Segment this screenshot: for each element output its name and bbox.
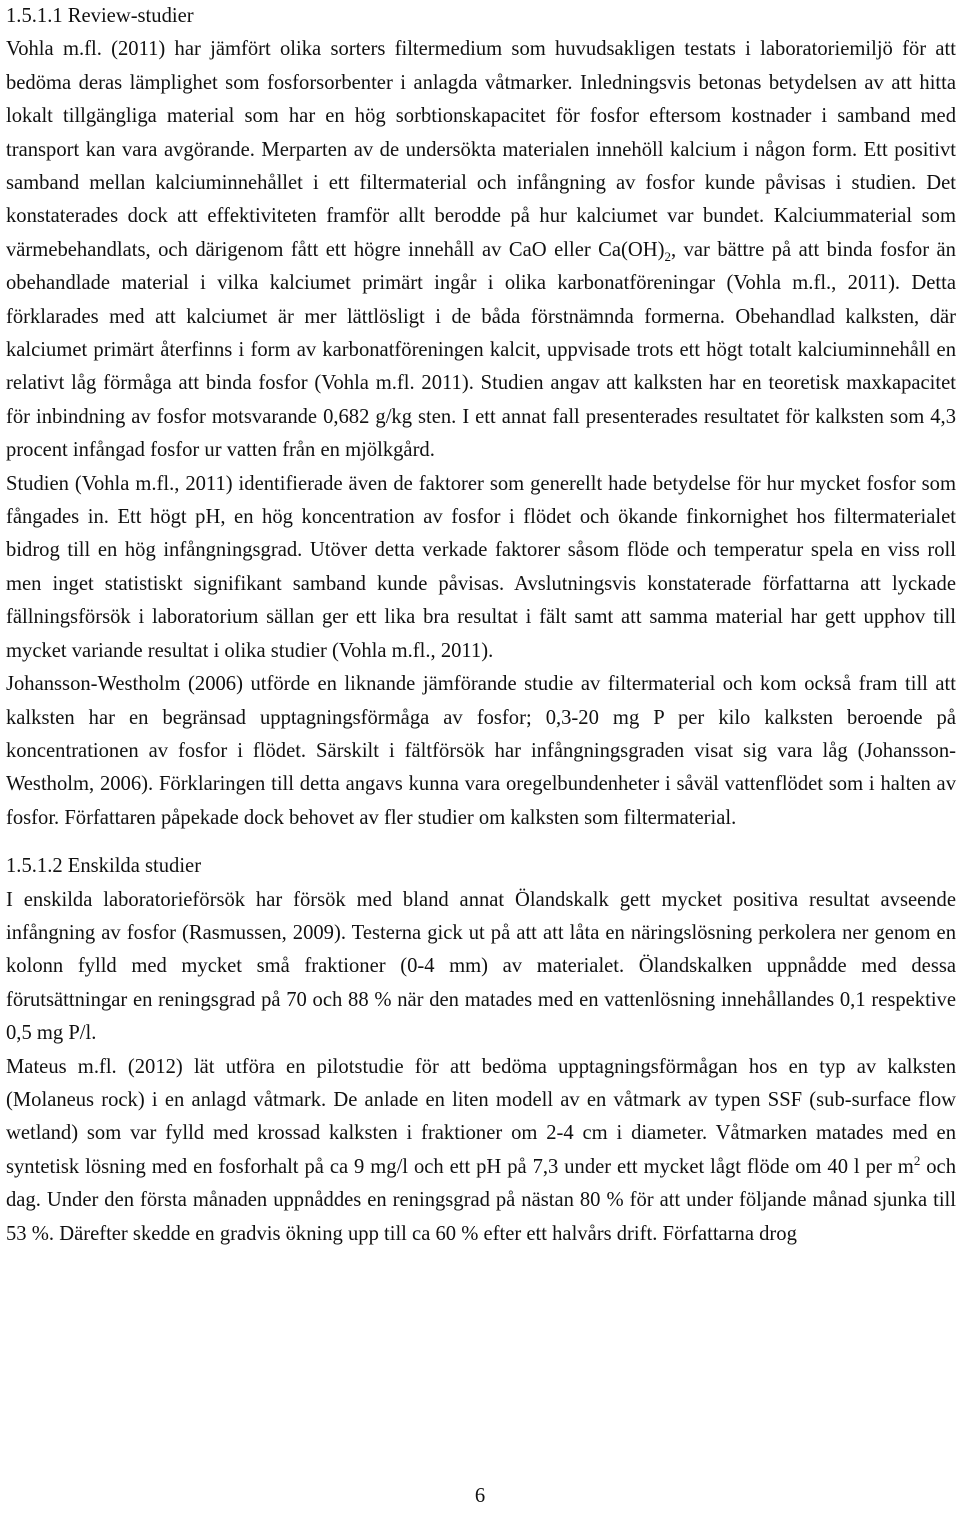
page-number: 6 — [474, 1485, 486, 1507]
paragraph-vohla-review — [6, 33, 956, 467]
formula-subscript: 2 — [664, 248, 671, 264]
paragraph-johansson-westholm: Johansson-Westholm (2006) utförde en liknande jämförande studie av filtermaterial och kom också fram till att kalksten har en begränsad upptagningsförmåga av fosfor; 0,3-20 mg P per kilo kalksten beroende på koncentrationen av fosfor i flödet. Särskilt i fältförsök har infångningsgraden visat sig vara låg (Johansson-Westholm, 2006). Förklaringen till detta angavs kunna vara oregelbundenheter i såväl vattenflödet som i halten av fosfor. Författaren påpekade dock behovet av fler studier om kalksten som filtermaterial. — [6, 673, 956, 829]
paragraph-text-continued: , var bättre på att binda fosfor än obehandlade material i vilka kalciumet primärt ingår i olika karbonatföreningar (Vohla m.fl., 2011). Detta förklarades med att kalciumet är mer lättlösligt i de båda förstnämnda formerna. Obehandlad kalksten, där kalciumet primärt återfinns i form av karbonatföreningen kalcit, uppvisade trots ett högt totalt kalciuminnehåll en relativt låg förmåga att binda fosfor (Vohla m.fl. 2011). Studien angav att kalksten har en teoretisk maxkapacitet för inbindning av fosfor motsvarande 0,682 g/kg sten. I ett annat fall presenterades resultatet för kalksten som 4,3 procent infångad fosfor ur vatten från en mjölkgård. — [6, 238, 956, 462]
paragraph-text-continued: och dag. Under den första månaden uppnåddes en reningsgrad på nästan 80 % för att under följande månad sjunka till 53 %. Därefter skedde en gradvis ökning upp till ca 60 % efter ett halvårs drift. Författarna drog — [6, 1155, 956, 1245]
paragraph-text: Vohla m.fl. (2011) har jämfört olika sorters filtermedium som huvudsakligen testats i laboratoriemiljö för att bedöma deras lämplighet som fosforsorbenter i anlagda våtmarker. Inledningsvis betonas betydelsen av att hitta lokalt tillgängliga material som har en hög sorbtionskapacitet för fosfor eftersom kostnader i samband med transport kan vara avgörande. Merparten av de undersökta materialen innehöll kalcium i någon form. Ett positivt samband mellan kalciuminnehållet i ett filtermaterial och infångning av fosfor kunde påvisas i studien. Det konstaterades dock att effektiviteten framför allt berodde på hur kalciumet var bundet. Kalciummaterial som värmebehandlats, och därigenom fått ett högre innehåll av CaO eller — [6, 38, 956, 261]
section-heading-individual-studies: 1.5.1.2 Enskilda studier — [6, 855, 202, 878]
paragraph-text: Mateus m.fl. (2012) lät utföra en pilotstudie för att bedöma upptagningsförmågan hos en typ av kalksten (Molaneus rock) i en anlagd våtmark. De anlade en liten modell av en våtmark av typen SSF (sub-surface flow wetland) som var fylld med krossad kalksten i fraktioner om 2-4 cm i diameter. Våtmarken matades med en syntetisk lösning med en fosforhalt på ca 9 mg/l och ett pH på 7,3 under ett mycket lågt flöde om 40 l per — [6, 1055, 956, 1178]
paragraph-olandskalk: I enskilda laboratorieförsök har försök med bland annat Ölandskalk gett mycket positiva resultat avseende infångning av fosfor (Rasmussen, 2009). Testerna gick ut på att att låta en näringslösning perkolera ner genom en kolonn fylld med mycket små fraktioner (0-4 mm) av materialet. Ölandskalken uppnådde med dessa förutsättningar en reningsgrad på 70 och 88 % när den matades med en vattenlösning innehållandes 0,1 respektive 0,5 mg P/l. — [6, 888, 956, 1045]
unit-superscript: 2 — [913, 1152, 921, 1168]
paragraph-mateus — [6, 1051, 956, 1251]
section-spacer — [6, 835, 956, 850]
formula-caoh2: $Ca(OH)_2$ — [598, 238, 671, 264]
section-heading-review-studies: 1.5.1.1 Review-studier — [6, 5, 194, 27]
paragraph-vohla-factors: Studien (Vohla m.fl., 2011) identifierade även de faktorer som generellt hade betydelse för hur mycket fosfor som fångades in. Ett högt pH, en hög koncentration av fosfor i flödet och ökande finkornighet hos filtermaterialet bidrog till en hög infångningsgrad. Utöver detta verkade faktorer såsom flöde och temperatur spela en viss roll men inget statistiskt signifikant samband kunde påvisas. Avslutningsvis konstaterade författarna att lyckade fällningsförsök i laboratorium sällan ger ett lika bra resultat i fält samt att samma material har gett upphov till mycket variande resultat i olika studier (Vohla m.fl., 2011). — [6, 472, 956, 662]
unit-square-meter: $m^2$ — [897, 1152, 921, 1178]
document-page — [6, 0, 956, 1251]
